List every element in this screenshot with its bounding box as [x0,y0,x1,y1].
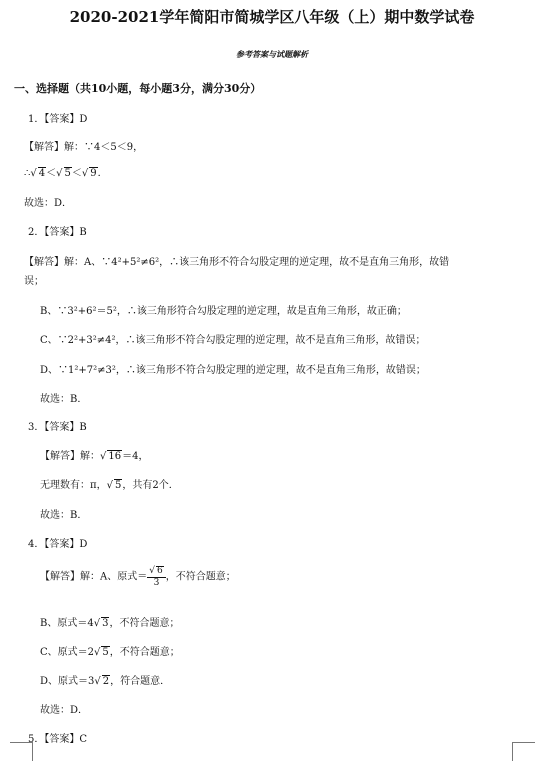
q2-option-a: 【解答】解：A、∵4²+5²≠6²，∴该三角形不符合勾股定理的逆定理，故不是直角三角形，故错 [24,257,450,268]
therefore-symbol: ∴ [24,168,31,179]
q2-option-b: B、∵3²+6²＝5²，∴该三角形符合勾股定理的逆定理，故是直角三角形，故正确； [40,306,407,317]
page-corner-mark-left [10,742,33,761]
section-heading: 一、选择题（共10小题，每小题3分，满分30分） [14,82,262,95]
sqrt-5: √ 5 [94,647,109,658]
q4-conclusion: 故选：D． [40,705,89,716]
page-corner-mark-right [512,742,535,761]
page-title: 2020-2021学年简阳市简城学区八年级（上）期中数学试卷 [69,8,475,26]
q2-answer: 2．【答案】B [28,227,87,238]
less-than: ＜ [71,168,82,179]
q4-a-post: ，不符合题意； [165,571,236,583]
q3-result: ＝4， [122,451,149,462]
page-subtitle: 参考答案与试题解析 [236,49,308,59]
q1-solution [24,138,143,153]
q1-conclusion: 故选：D． [24,198,73,209]
q3-conclusion: 故选：B． [40,510,88,521]
q3-answer: 3．【答案】B [28,422,87,433]
q2-option-a-cont: 误； [24,276,44,287]
q5-answer: 5．【答案】C [28,734,88,745]
q1-inequality: ∴√ 4＜√ 5＜√ 9． [24,168,108,179]
fraction-sqrt6-over-3: $\frac{√ 6}{3}$ [147,566,165,588]
sqrt-3: √ 3 [93,618,109,629]
q4-answer: 4．【答案】D [28,539,88,550]
sqrt-5: √ 5 [106,480,122,491]
q3-solution-label: 【解答】解： [40,451,100,462]
q3-irrationals-post: ，共有2个． [122,480,179,491]
q4-option-d: D、原式＝3√ 2，符合题意． [40,676,171,687]
q2-option-d: D、∵1²+7²≠3²，∴该三角形不符合勾股定理的逆定理，故不是直角三角形，故错误； [40,365,426,376]
sqrt-16: √ 16 [100,451,122,462]
q4-option-a [40,566,236,588]
sqrt-5: √ 5 [56,168,71,179]
q4-option-c: C、原式＝2√ 5，不符合题意； [40,647,180,658]
q1-solution-text: ∵4＜5＜9， [84,142,144,153]
sqrt-4: √ 4 [30,168,46,179]
q4-a-pre: 【解答】解：A、原式＝ [40,571,148,583]
sqrt-9: √ 9 [81,168,97,179]
q2-option-c: C、∵2²+3²≠4²，∴该三角形不符合勾股定理的逆定理，故不是直角三角形，故错误； [40,335,426,346]
less-than: ＜ [46,168,57,179]
q3-irrationals [40,476,179,491]
q3-solution [40,447,148,462]
sqrt-2: √ 2 [94,676,110,687]
q4-option-b: B、原式＝4√ 3，不符合题意； [40,618,180,629]
q2-conclusion: 故选：B． [40,394,88,405]
q3-irrationals-pre: 无理数有：π， [40,480,107,491]
q1-solution-label: 【解答】解： [24,142,84,153]
q1-answer: 1．【答案】D [28,114,88,125]
